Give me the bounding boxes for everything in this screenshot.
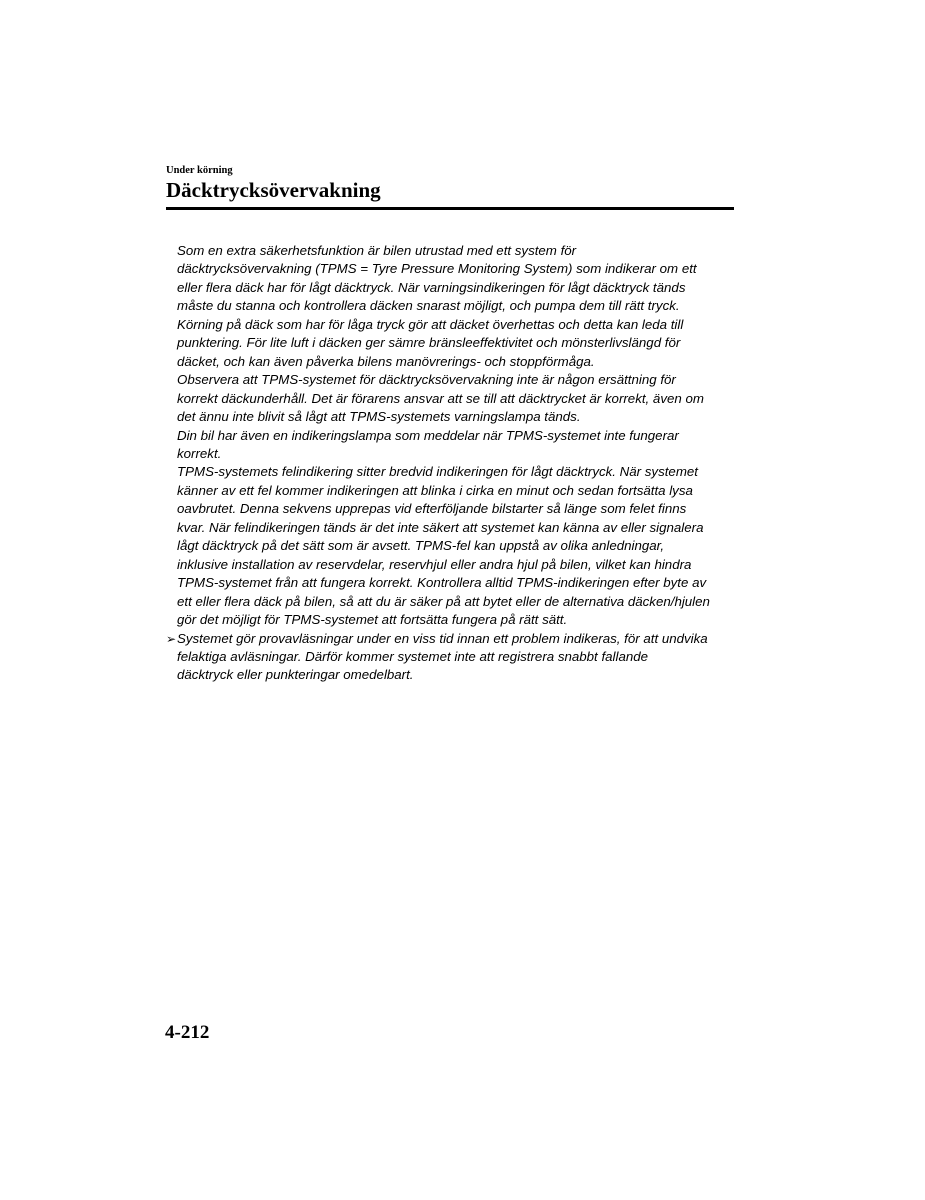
body-line: Din bil har även en indikeringslampa som meddelar när TPMS-systemet inte fungerar xyxy=(177,427,679,443)
body-line: korrekt däckunderhåll. Det är förarens ansvar att se till att däcktrycket är korrekt, även om xyxy=(177,390,704,406)
body-line: måste du stanna och kontrollera däcken snarast möjligt, och pumpa dem till rätt tryck. xyxy=(177,298,680,314)
body-line: kvar. När felindikeringen tänds är det inte säkert att systemet kan känna av eller signalera xyxy=(177,519,704,535)
body-line: däcktrycksövervakning (TPMS = Tyre Pressure Monitoring System) som indikerar om ett xyxy=(177,261,697,277)
bullet-line: Systemet gör provavläsningar under en viss tid innan ett problem indikeras, för att undvika xyxy=(177,630,708,646)
body-line: däcket, och kan även påverka bilens manövrerings- och stoppförmåga. xyxy=(177,353,595,369)
body-line: lågt däcktryck på det sätt som är avsett. TPMS-fel kan uppstå av olika anledningar, xyxy=(177,538,665,554)
body-line: TPMS-systemet från att fungera korrekt. Kontrollera alltid TPMS-indikeringen efter byte av xyxy=(177,575,707,591)
body-line: inklusive installation av reservdelar, reservhjul eller andra hjul på bilen, vilket kan hindra xyxy=(177,556,692,572)
body-line: det ännu inte blivit så lågt att TPMS-systemets varningslampa tänds. xyxy=(177,409,581,425)
page-title: Däcktrycksövervakning xyxy=(166,178,381,202)
body-line: känner av ett fel kommer indikeringen att blinka i cirka en minut och sedan fortsätta lysa xyxy=(177,482,693,498)
body-line: Observera att TPMS-systemet för däcktrycksövervakning inte är någon ersättning för xyxy=(177,372,676,388)
body-line: gör det möjligt för TPMS-systemet att fortsätta fungera på rätt sätt. xyxy=(177,612,568,628)
section-label: Under körning xyxy=(166,165,233,176)
body-line: eller flera däck har för lågt däcktryck. När varningsindikeringen för lågt däcktryck tänds xyxy=(177,279,686,295)
page-number: 4-212 xyxy=(165,1022,210,1043)
body-line: oavbrutet. Denna sekvens upprepas vid efterföljande bilstarter så länge som felet finns xyxy=(177,501,687,517)
bullet-item xyxy=(166,630,734,648)
body-line: Körning på däck som har för låga tryck gör att däcket överhettas och detta kan leda till xyxy=(177,316,684,332)
bullet-line: felaktiga avläsningar. Därför kommer systemet inte att registrera snabbt fallande xyxy=(177,648,649,664)
body-line: punktering. För lite luft i däcken ger sämre bränsleeffektivitet och mönsterlivslängd för xyxy=(177,335,681,351)
body-line: TPMS-systemets felindikering sitter bredvid indikeringen för lågt däcktryck. När systemet xyxy=(177,464,698,480)
title-divider xyxy=(166,207,734,210)
body-text xyxy=(166,242,734,685)
body-line: Som en extra säkerhetsfunktion är bilen utrustad med ett system för xyxy=(177,243,577,258)
body-line: korrekt. xyxy=(177,445,222,461)
bullet-line: däcktryck eller punkteringar omedelbart. xyxy=(177,667,414,683)
arrow-bullet-icon: ➢ xyxy=(166,631,177,646)
body-line: ett eller flera däck på bilen, så att du är säker på att bytet eller de alternativa däcken/hjulen xyxy=(177,593,710,609)
